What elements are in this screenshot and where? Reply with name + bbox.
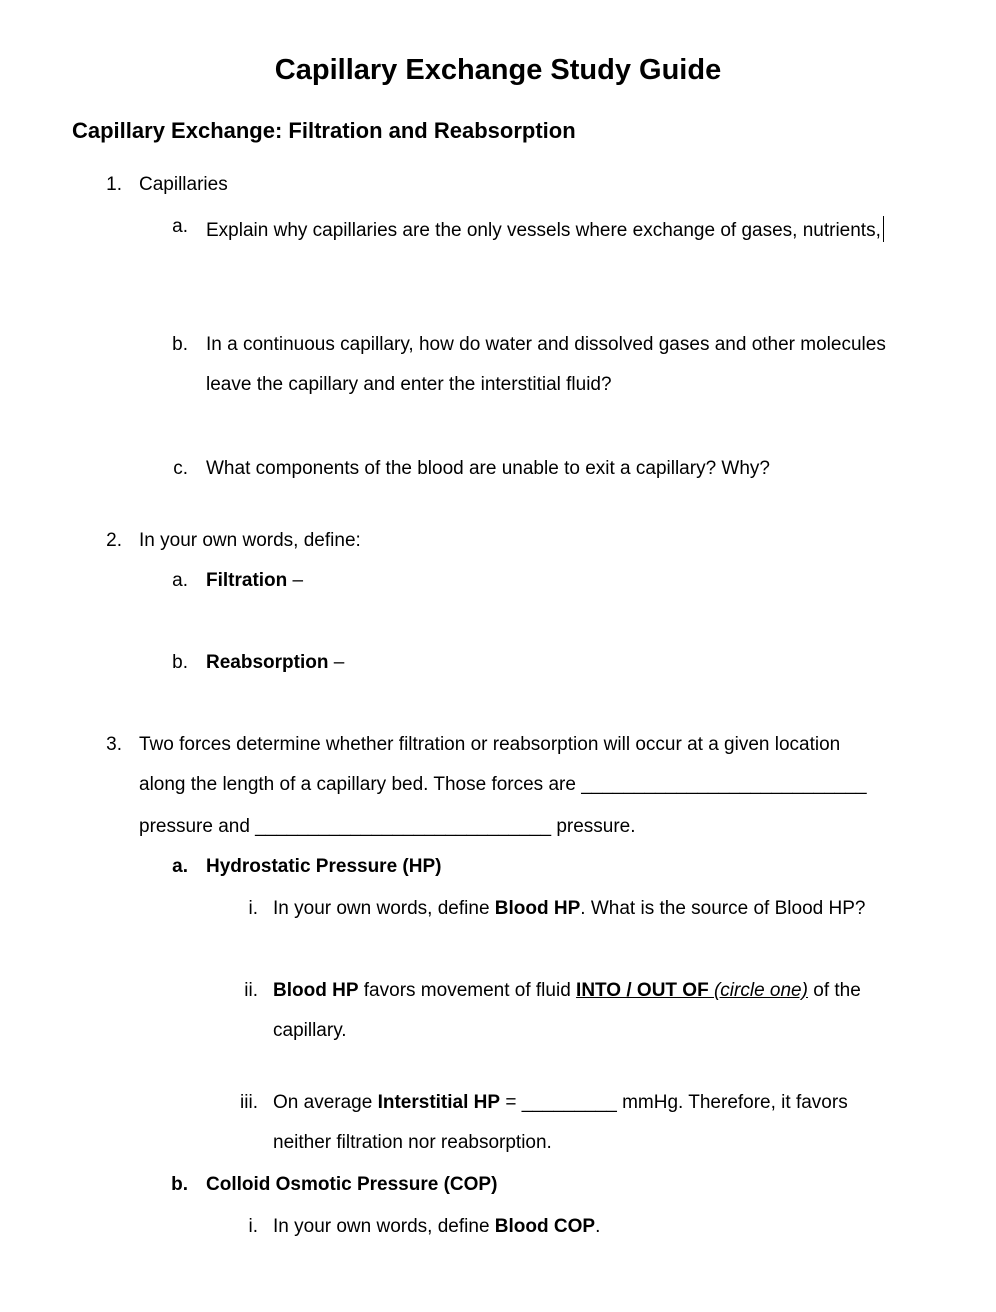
q2b-dash: –	[328, 652, 345, 673]
q3bi-number: i.	[248, 1216, 258, 1237]
q3aii-mid: favors movement of fluid	[358, 980, 577, 1001]
q1a-text: Explain why capillaries are the only vessels where exchange of gases, nutrients,	[206, 220, 881, 241]
q2b-line	[206, 652, 344, 674]
q3b-heading: Colloid Osmotic Pressure (COP)	[206, 1174, 498, 1195]
q1-number: 1.	[106, 174, 122, 195]
q3ai-number: i.	[248, 898, 258, 919]
q2b-letter: b.	[172, 652, 188, 673]
q3aiii-text	[273, 1092, 848, 1114]
q3bi-post: .	[595, 1216, 601, 1237]
q3ai-text	[273, 898, 865, 920]
q2-label: In your own words, define:	[139, 530, 361, 551]
text-cursor	[883, 216, 884, 242]
q3bi-pre: In your own words, define	[273, 1216, 495, 1237]
q1c-letter: c.	[173, 458, 188, 479]
section-heading: Capillary Exchange: Filtration and Reabsorption	[72, 118, 576, 143]
q3-line2: along the length of a capillary bed. Those forces are ___________________________	[139, 774, 867, 795]
q3aii-post: of the	[807, 980, 861, 1001]
q3bi-text	[273, 1216, 600, 1238]
q3aiii-bold: Interstitial HP	[377, 1092, 501, 1113]
q3aii-italic: (circle one)	[713, 980, 808, 1001]
q3aiii-number: iii.	[240, 1092, 258, 1113]
q3ai-bold: Blood HP	[494, 898, 581, 919]
q2-number: 2.	[106, 530, 122, 551]
q2b-term: Reabsorption	[206, 652, 329, 673]
q3aiii-post: = _________ mmHg. Therefore, it favors	[500, 1092, 848, 1113]
q3ai-post: . What is the source of Blood HP?	[580, 898, 866, 919]
q2a-dash: –	[287, 570, 304, 591]
q3aii-choice: INTO / OUT OF	[576, 980, 714, 1001]
q1b-letter: b.	[172, 334, 188, 355]
q2a-line	[206, 570, 303, 592]
q3aiii-line2: neither filtration nor reabsorption.	[273, 1132, 552, 1153]
q3aiii-pre: On average	[273, 1092, 378, 1113]
q3bi-bold: Blood COP	[494, 1216, 596, 1237]
page-title: Capillary Exchange Study Guide	[274, 54, 722, 86]
q1a-text-line	[206, 216, 884, 242]
q3b-letter: b.	[171, 1174, 188, 1195]
q3-number: 3.	[106, 734, 122, 755]
q1b-line2: leave the capillary and enter the interstitial fluid?	[206, 374, 612, 395]
q3-line1: Two forces determine whether filtration or reabsorption will occur at a given location	[139, 734, 841, 755]
q3-line3: pressure and ____________________________ pressure.	[139, 816, 636, 837]
q1c-text: What components of the blood are unable to exit a capillary? Why?	[206, 458, 770, 479]
q3aii-number: ii.	[244, 980, 258, 1001]
q3aii-bold: Blood HP	[273, 980, 359, 1001]
q3a-letter: a.	[172, 856, 188, 877]
q3aii-text	[273, 980, 861, 1002]
q2a-letter: a.	[172, 570, 188, 591]
q1-label: Capillaries	[139, 174, 228, 195]
q1a-letter: a.	[172, 216, 188, 237]
q2a-term: Filtration	[206, 570, 288, 591]
q3a-heading: Hydrostatic Pressure (HP)	[206, 856, 442, 877]
q3aii-line2: capillary.	[273, 1020, 347, 1041]
q1b-line1: In a continuous capillary, how do water and dissolved gases and other molecules	[206, 334, 886, 355]
q3ai-pre: In your own words, define	[273, 898, 495, 919]
